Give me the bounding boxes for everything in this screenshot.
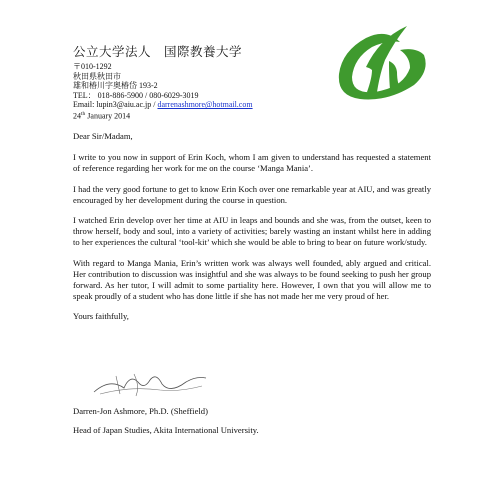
paragraph-3: I watched Erin develop over her time at AIU in leaps and bounds and she was, from the outset, keen to throw herself, body and soul, into a variety of activities; barely wasting an instant whilst here in adding to her experiences the cultural ‘tool-kit’ which she would be able to bring to bear on future work/study. (73, 215, 431, 248)
postal-code: 〒010-1292 (73, 62, 112, 71)
date-suffix: th (81, 110, 86, 117)
email-link[interactable]: darrenashmore@hotmail.com (157, 100, 253, 110)
address-line-2: 雄和椿川字奥椿岱 193-2 (73, 81, 158, 91)
salutation: Dear Sir/Madam, (73, 131, 133, 141)
date-rest: January 2014 (85, 111, 131, 121)
email-prefix: Email: lupin3@aiu.ac.jp / (73, 100, 158, 110)
date-day: 24 (73, 111, 81, 121)
email-line (73, 100, 373, 110)
paragraph-1: I write to you now in support of Erin Koch, whom I am given to understand has requested a statement of reference regarding her work for me on the course ‘Manga Mania’. (73, 152, 431, 174)
signer-title: Head of Japan Studies, Akita International University. (73, 425, 259, 435)
letter-date (73, 110, 373, 121)
aiu-logo-icon (330, 24, 430, 108)
organization-name: 公立大学法人 国際教養大学 (73, 44, 243, 59)
paragraph-2: I had the very good fortune to get to know Erin Koch over one remarkable year at AIU, and was greatly encouraged by her development during the course in question. (73, 183, 431, 205)
telephone: TEL： 018-886-5900 / 080-6029-3019 (73, 90, 199, 100)
paragraph-4: With regard to Manga Mania, Erin’s written work was always well founded, ably argued and critical. Her contribution to discussion was insightful and she was always to be found seeking to push her group forward. As her tutor, I will admit to some partiality here. However, I own that you will allow me to speak proudly of a student who has done little if she has not made her me very proud of her. (73, 257, 431, 302)
address-line-1: 秋田県秋田市 (73, 71, 121, 81)
letterhead (73, 44, 373, 121)
letter-body (73, 131, 431, 332)
closing: Yours faithfully, (73, 311, 129, 322)
handwritten-signature-icon (90, 368, 210, 400)
signer-name: Darren-Jon Ashmore, Ph.D. (Sheffield) (73, 406, 208, 416)
